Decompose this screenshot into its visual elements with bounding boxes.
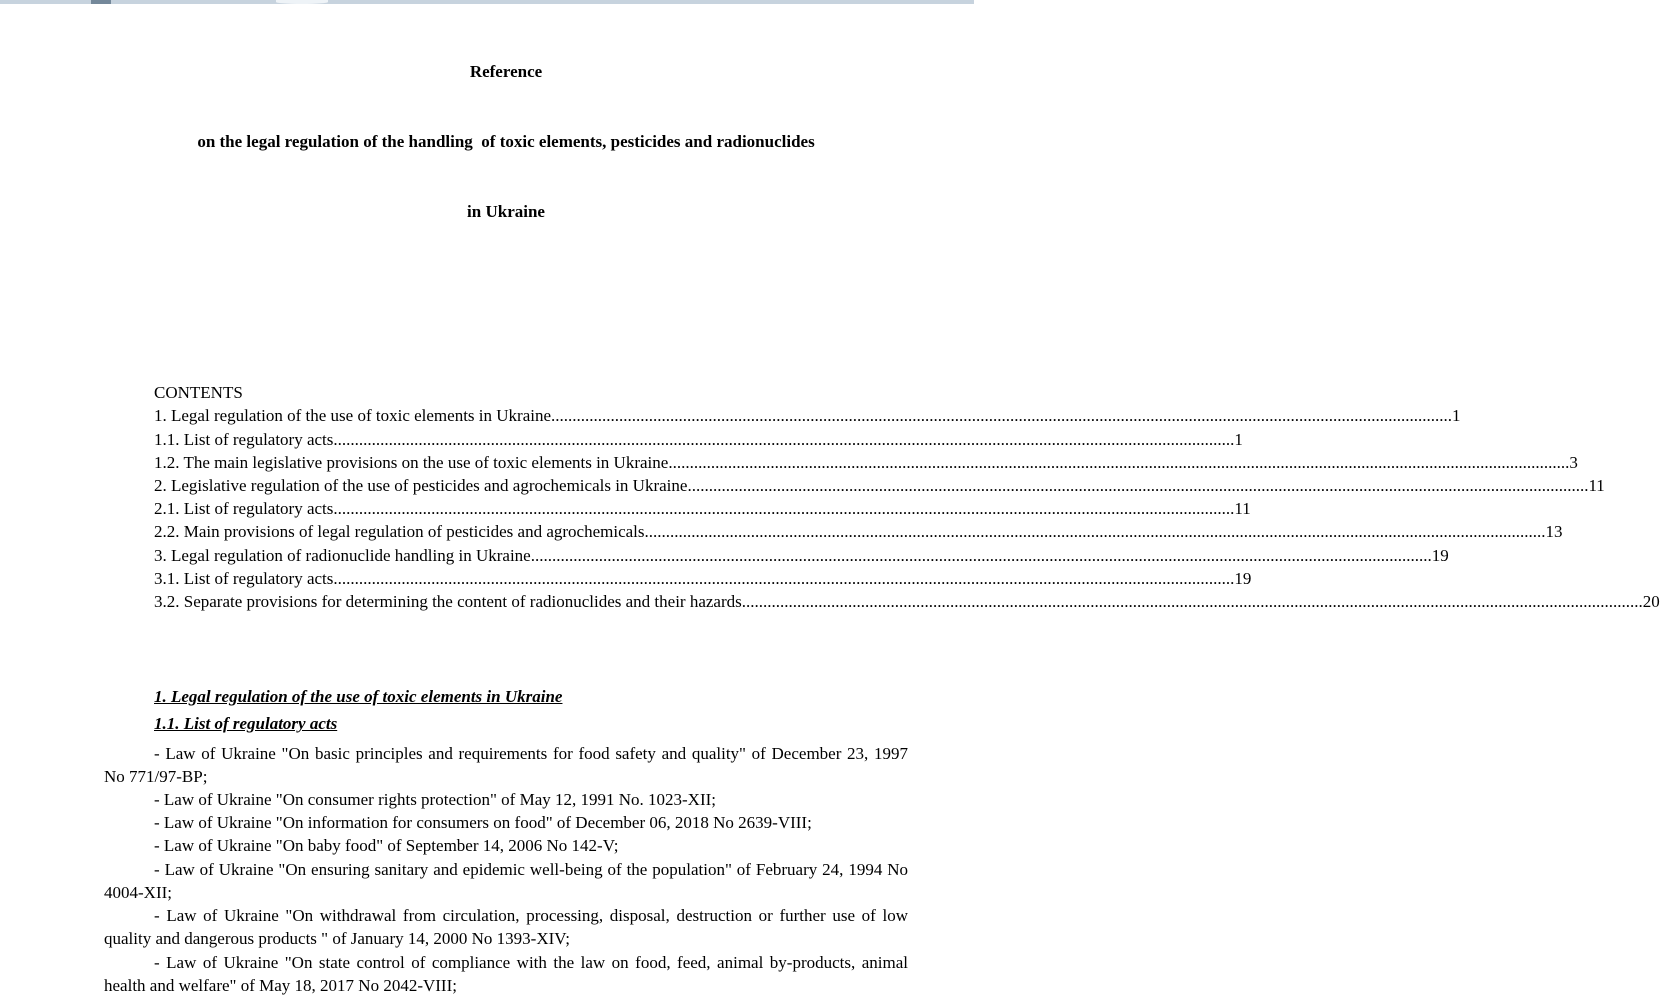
regulatory-acts-list (104, 742, 908, 997)
title-line-2: on the legal regulation of the handling of toxic elements, pesticides and radionuclides (197, 132, 815, 152)
toc-entry-page: 20 (1642, 592, 1660, 612)
toc-entry-2-1 (154, 497, 1251, 520)
toc-entry-label: 1.2. The main legislative provisions on the use of toxic elements in Ukraine (154, 452, 669, 472)
toc-entry-2-2 (154, 520, 1563, 543)
section-heading-1-1: 1.1. List of regulatory acts (154, 714, 338, 734)
toc-entry-label: 2.2. Main provisions of legal regulation of pesticides and agrochemicals (154, 522, 645, 542)
title-line-3: in Ukraine (467, 201, 545, 221)
toc-heading: CONTENTS (154, 383, 243, 403)
toc-leader-dots (531, 544, 1432, 567)
toc-entry-page: 19 (1431, 545, 1449, 565)
law-item-3: - Law of Ukraine "On information for consumers on food" of December 06, 2018 No 2639-VIII; (154, 813, 812, 833)
toc-leader-dots (333, 567, 1234, 590)
toc-leader-dots (742, 590, 1643, 613)
toc-leader-dots (687, 474, 1588, 497)
table-of-contents (154, 381, 1660, 613)
toc-entry-3-2 (154, 590, 1660, 613)
toc-entry-page: 1 (1452, 406, 1461, 426)
toc-entry-label: 1. Legal regulation of the use of toxic elements in Ukraine (154, 406, 552, 426)
toc-entry-label: 3.1. List of regulatory acts (154, 568, 334, 588)
toc-leader-dots (333, 497, 1234, 520)
law-item-5: - Law of Ukraine "On ensuring sanitary and epidemic well-being of the population" of February 24, 1994 No 4004-XII; (104, 859, 908, 902)
section-heading-1: 1. Legal regulation of the use of toxic elements in Ukraine (154, 687, 563, 707)
title-line-1: Reference (469, 62, 543, 82)
law-item-6: - Law of Ukraine "On withdrawal from circulation, processing, disposal, destruction or further use of low quality and dangerous products " of January 14, 2000 No 1393-XIV; (104, 906, 908, 949)
law-item-7: - Law of Ukraine "On state control of compliance with the law on food, feed, animal by-products, animal health and welfare" of May 18, 2017 No 2042-VIII; (104, 952, 908, 995)
document-title (104, 14, 908, 269)
toc-entry-page: 13 (1545, 522, 1563, 542)
law-item-4: - Law of Ukraine "On baby food" of September 14, 2006 No 142-V; (154, 836, 619, 856)
toc-entry-3 (154, 544, 1449, 567)
toc-entry-page: 11 (1588, 476, 1605, 496)
law-item-1: - Law of Ukraine "On basic principles and requirements for food safety and quality" of December 23, 1997 No 771/97-BP; (104, 743, 908, 786)
toc-leader-dots (668, 451, 1569, 474)
toc-leader-dots (645, 520, 1546, 543)
toc-entry-label: 1.1. List of regulatory acts (154, 429, 334, 449)
law-item-2: - Law of Ukraine "On consumer rights protection" of May 12, 1991 No. 1023-XII; (154, 790, 717, 810)
toc-entry-label: 2. Legislative regulation of the use of pesticides and agrochemicals in Ukraine (154, 476, 688, 496)
toc-entry-page: 1 (1234, 429, 1243, 449)
toc-entry-1 (154, 404, 1461, 427)
toc-leader-dots (333, 428, 1234, 451)
toc-entry-label: 3. Legal regulation of radionuclide handling in Ukraine (154, 545, 531, 565)
toc-entry-page: 11 (1234, 499, 1251, 519)
toc-entry-2 (154, 474, 1605, 497)
toc-entry-3-1 (154, 567, 1252, 590)
toc-entry-page: 3 (1569, 452, 1578, 472)
toc-leader-dots (551, 404, 1452, 427)
toc-entry-1-1 (154, 428, 1243, 451)
toc-entry-label: 2.1. List of regulatory acts (154, 499, 334, 519)
toc-entry-page: 19 (1234, 568, 1252, 588)
toc-entry-label: 3.2. Separate provisions for determining the content of radionuclides and their hazards (154, 592, 742, 612)
toc-entry-1-2 (154, 451, 1578, 474)
section-1 (104, 685, 908, 997)
